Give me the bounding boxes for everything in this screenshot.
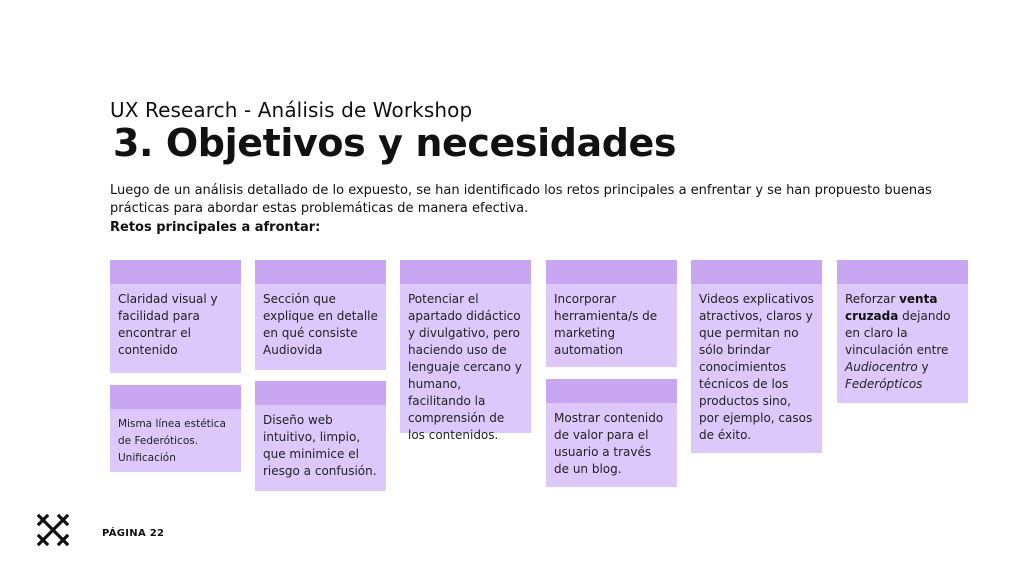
card-text-italic: Audiocentro: [845, 360, 918, 374]
challenge-card: [546, 379, 677, 487]
challenge-card: [255, 381, 386, 491]
card-text-part: Reforzar: [845, 292, 900, 306]
card-header-bar: [546, 379, 677, 403]
card-header-bar: [110, 385, 241, 409]
card-text-italic: Federópticos: [845, 377, 923, 391]
challenge-card: [546, 260, 677, 367]
card-text: Misma línea estética de Federóticos. Unificación: [118, 418, 226, 464]
card-text: [837, 284, 968, 401]
challenge-card: [400, 260, 531, 442]
page-title: 3. Objetivos y necesidades: [113, 121, 677, 165]
page-number: PÁGINA 22: [102, 528, 165, 539]
card-header-bar: [400, 260, 531, 284]
card-text: Mostrar contenido de valor para el usuario a través de un blog.: [554, 411, 664, 476]
card-text: Incorporar herramienta/s de marketing automation: [554, 292, 658, 357]
card-text: Sección que explique en detalle en qué consiste Audiovida: [263, 292, 378, 357]
card-text: Claridad visual y facilidad para encontrar el contenido: [118, 292, 218, 357]
card-header-bar: [837, 260, 968, 284]
challenge-card: [837, 260, 968, 403]
page-subtitle: UX Research - Análisis de Workshop: [110, 98, 473, 122]
card-text-bold: venta cruzada: [845, 292, 938, 323]
card-text: Potenciar el apartado didáctico y divulgativo, pero haciendo uso de lenguaje cercano y humano, facilitando la comprensión de los contenidos.: [408, 292, 522, 442]
card-header-bar: [691, 260, 822, 284]
challenge-card: [255, 260, 386, 370]
challenge-card: [691, 260, 822, 453]
challenge-card: [110, 385, 241, 472]
card-text: Diseño web intuitivo, limpio, que minimice el riesgo a confusión.: [263, 413, 377, 478]
section-label: Retos principales a afrontar:: [110, 220, 321, 235]
card-text-part: dejando en claro la vinculación entre: [845, 309, 951, 357]
intro-paragraph: Luego de un análisis detallado de lo expuesto, se han identificado los retos principales a enfrentar y se han propuesto buenas prácticas para abordar estas problemáticas de manera efectiva.: [110, 183, 932, 216]
challenge-card: [110, 260, 241, 373]
card-header-bar: [110, 260, 241, 284]
card-header-bar: [546, 260, 677, 284]
card-header-bar: [255, 260, 386, 284]
card-text-part: y: [917, 360, 929, 374]
card-header-bar: [255, 381, 386, 405]
card-text: Videos explicativos atractivos, claros y que permitan no sólo brindar conocimientos técnicos de los productos sino, por ejemplo, casos de éxito.: [699, 292, 814, 442]
x-logo-icon: [36, 513, 70, 547]
